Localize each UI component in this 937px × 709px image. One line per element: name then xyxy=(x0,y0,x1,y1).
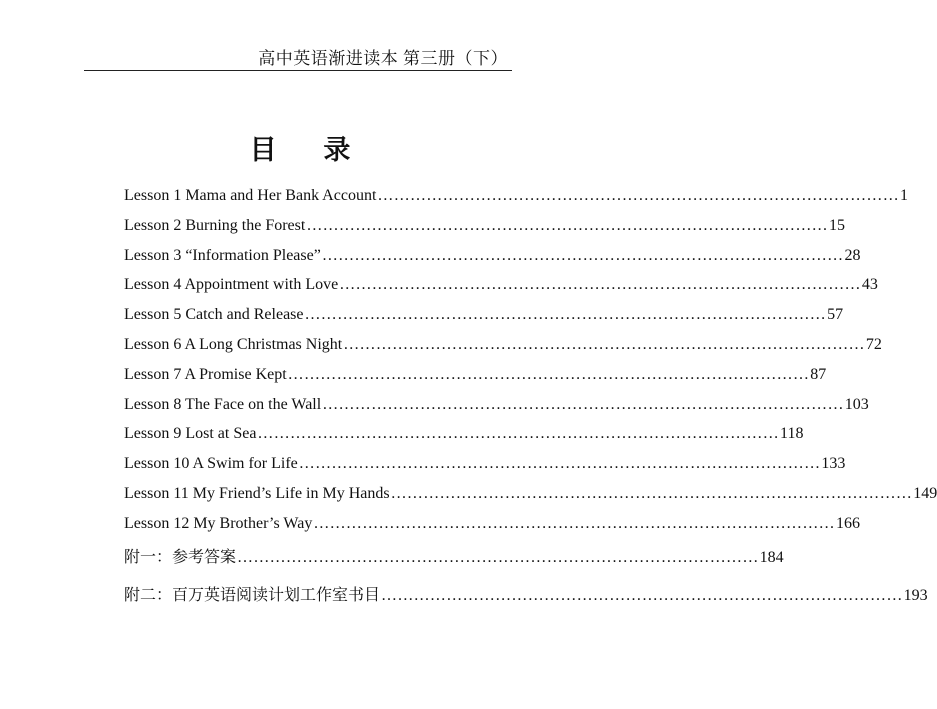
toc-entry-label: Lesson 2 Burning the Forest xyxy=(124,216,306,234)
toc-dot-leader: …………………………………………………………………………………… xyxy=(257,425,780,443)
toc-lesson-entry xyxy=(124,390,869,420)
toc-lesson-entry xyxy=(124,449,846,479)
running-header: 高中英语渐进读本 第三册（下） xyxy=(258,49,508,68)
toc-list xyxy=(124,181,937,615)
toc-dot-leader: …………………………………………………………………………………… xyxy=(322,395,844,413)
toc-entry-label: Lesson 4 Appointment with Love xyxy=(124,276,339,294)
toc-dot-leader: …………………………………………………………………………………… xyxy=(287,365,810,383)
toc-lesson-entry xyxy=(124,211,845,241)
toc-dot-leader: …………………………………………………………………………………… xyxy=(298,455,821,473)
toc-page-number: 1 xyxy=(900,187,908,204)
toc-page-number: 28 xyxy=(844,246,861,264)
toc-title: 目 录 xyxy=(249,135,371,165)
toc-page-number: 57 xyxy=(827,306,844,324)
toc-entry-label: Lesson 11 My Friend’s Life in My Hands xyxy=(124,484,390,502)
toc-page-number: 72 xyxy=(865,335,882,353)
toc-page-number: 103 xyxy=(844,395,869,413)
toc-lesson-entry xyxy=(124,270,878,300)
toc-dot-leader: …………………………………………………………………………………… xyxy=(381,586,903,604)
toc-page-number: 133 xyxy=(821,455,846,473)
toc-page-number: 193 xyxy=(903,586,928,604)
toc-dot-leader: …………………………………………………………………………………… xyxy=(377,187,899,204)
toc-dot-leader: …………………………………………………………………………………… xyxy=(321,246,844,264)
toc-entry-label: Lesson 12 My Brother’s Way xyxy=(124,514,313,532)
toc-appendix-entry xyxy=(124,539,784,577)
toc-page-number: 43 xyxy=(861,276,878,294)
toc-lesson-entry xyxy=(124,181,908,211)
toc-entry-label: Lesson 5 Catch and Release xyxy=(124,306,304,324)
toc-lesson-entry xyxy=(124,509,860,539)
toc-lesson-entry xyxy=(124,330,882,360)
toc-entry-label: 附一：参考答案 xyxy=(124,548,237,566)
toc-entry-label: Lesson 7 A Promise Kept xyxy=(124,365,287,383)
toc-page-number: 118 xyxy=(780,425,804,443)
toc-lesson-entry xyxy=(124,419,804,449)
toc-entry-label: Lesson 9 Lost at Sea xyxy=(124,425,257,443)
toc-page-number: 184 xyxy=(759,548,784,566)
toc-entry-label: Lesson 3 “Information Please” xyxy=(124,246,321,264)
toc-page-number: 15 xyxy=(828,216,845,234)
toc-dot-leader: …………………………………………………………………………………… xyxy=(304,306,827,324)
toc-dot-leader: …………………………………………………………………………………… xyxy=(339,276,861,294)
toc-entry-label: Lesson 6 A Long Christmas Night xyxy=(124,335,343,353)
toc-lesson-entry xyxy=(124,241,861,271)
toc-lesson-entry xyxy=(124,360,827,390)
toc-dot-leader: …………………………………………………………………………………… xyxy=(313,514,835,532)
toc-dot-leader: …………………………………………………………………………………… xyxy=(237,548,759,566)
toc-dot-leader: …………………………………………………………………………………… xyxy=(390,484,913,502)
toc-entry-label: Lesson 1 Mama and Her Bank Account xyxy=(124,187,377,204)
toc-lesson-entry xyxy=(124,300,844,330)
toc-page-number: 166 xyxy=(835,514,860,532)
toc-lesson-entry xyxy=(124,479,937,509)
toc-entry-label: 附二：百万英语阅读计划工作室书目 xyxy=(124,586,381,604)
toc-entry-label: Lesson 10 A Swim for Life xyxy=(124,455,298,473)
toc-dot-leader: …………………………………………………………………………………… xyxy=(306,216,828,234)
toc-appendix-entry xyxy=(124,577,928,615)
toc-dot-leader: …………………………………………………………………………………… xyxy=(343,335,865,353)
toc-page-number: 149 xyxy=(913,484,937,502)
toc-page-number: 87 xyxy=(810,365,827,383)
header-rule xyxy=(84,70,512,71)
toc-entry-label: Lesson 8 The Face on the Wall xyxy=(124,395,322,413)
